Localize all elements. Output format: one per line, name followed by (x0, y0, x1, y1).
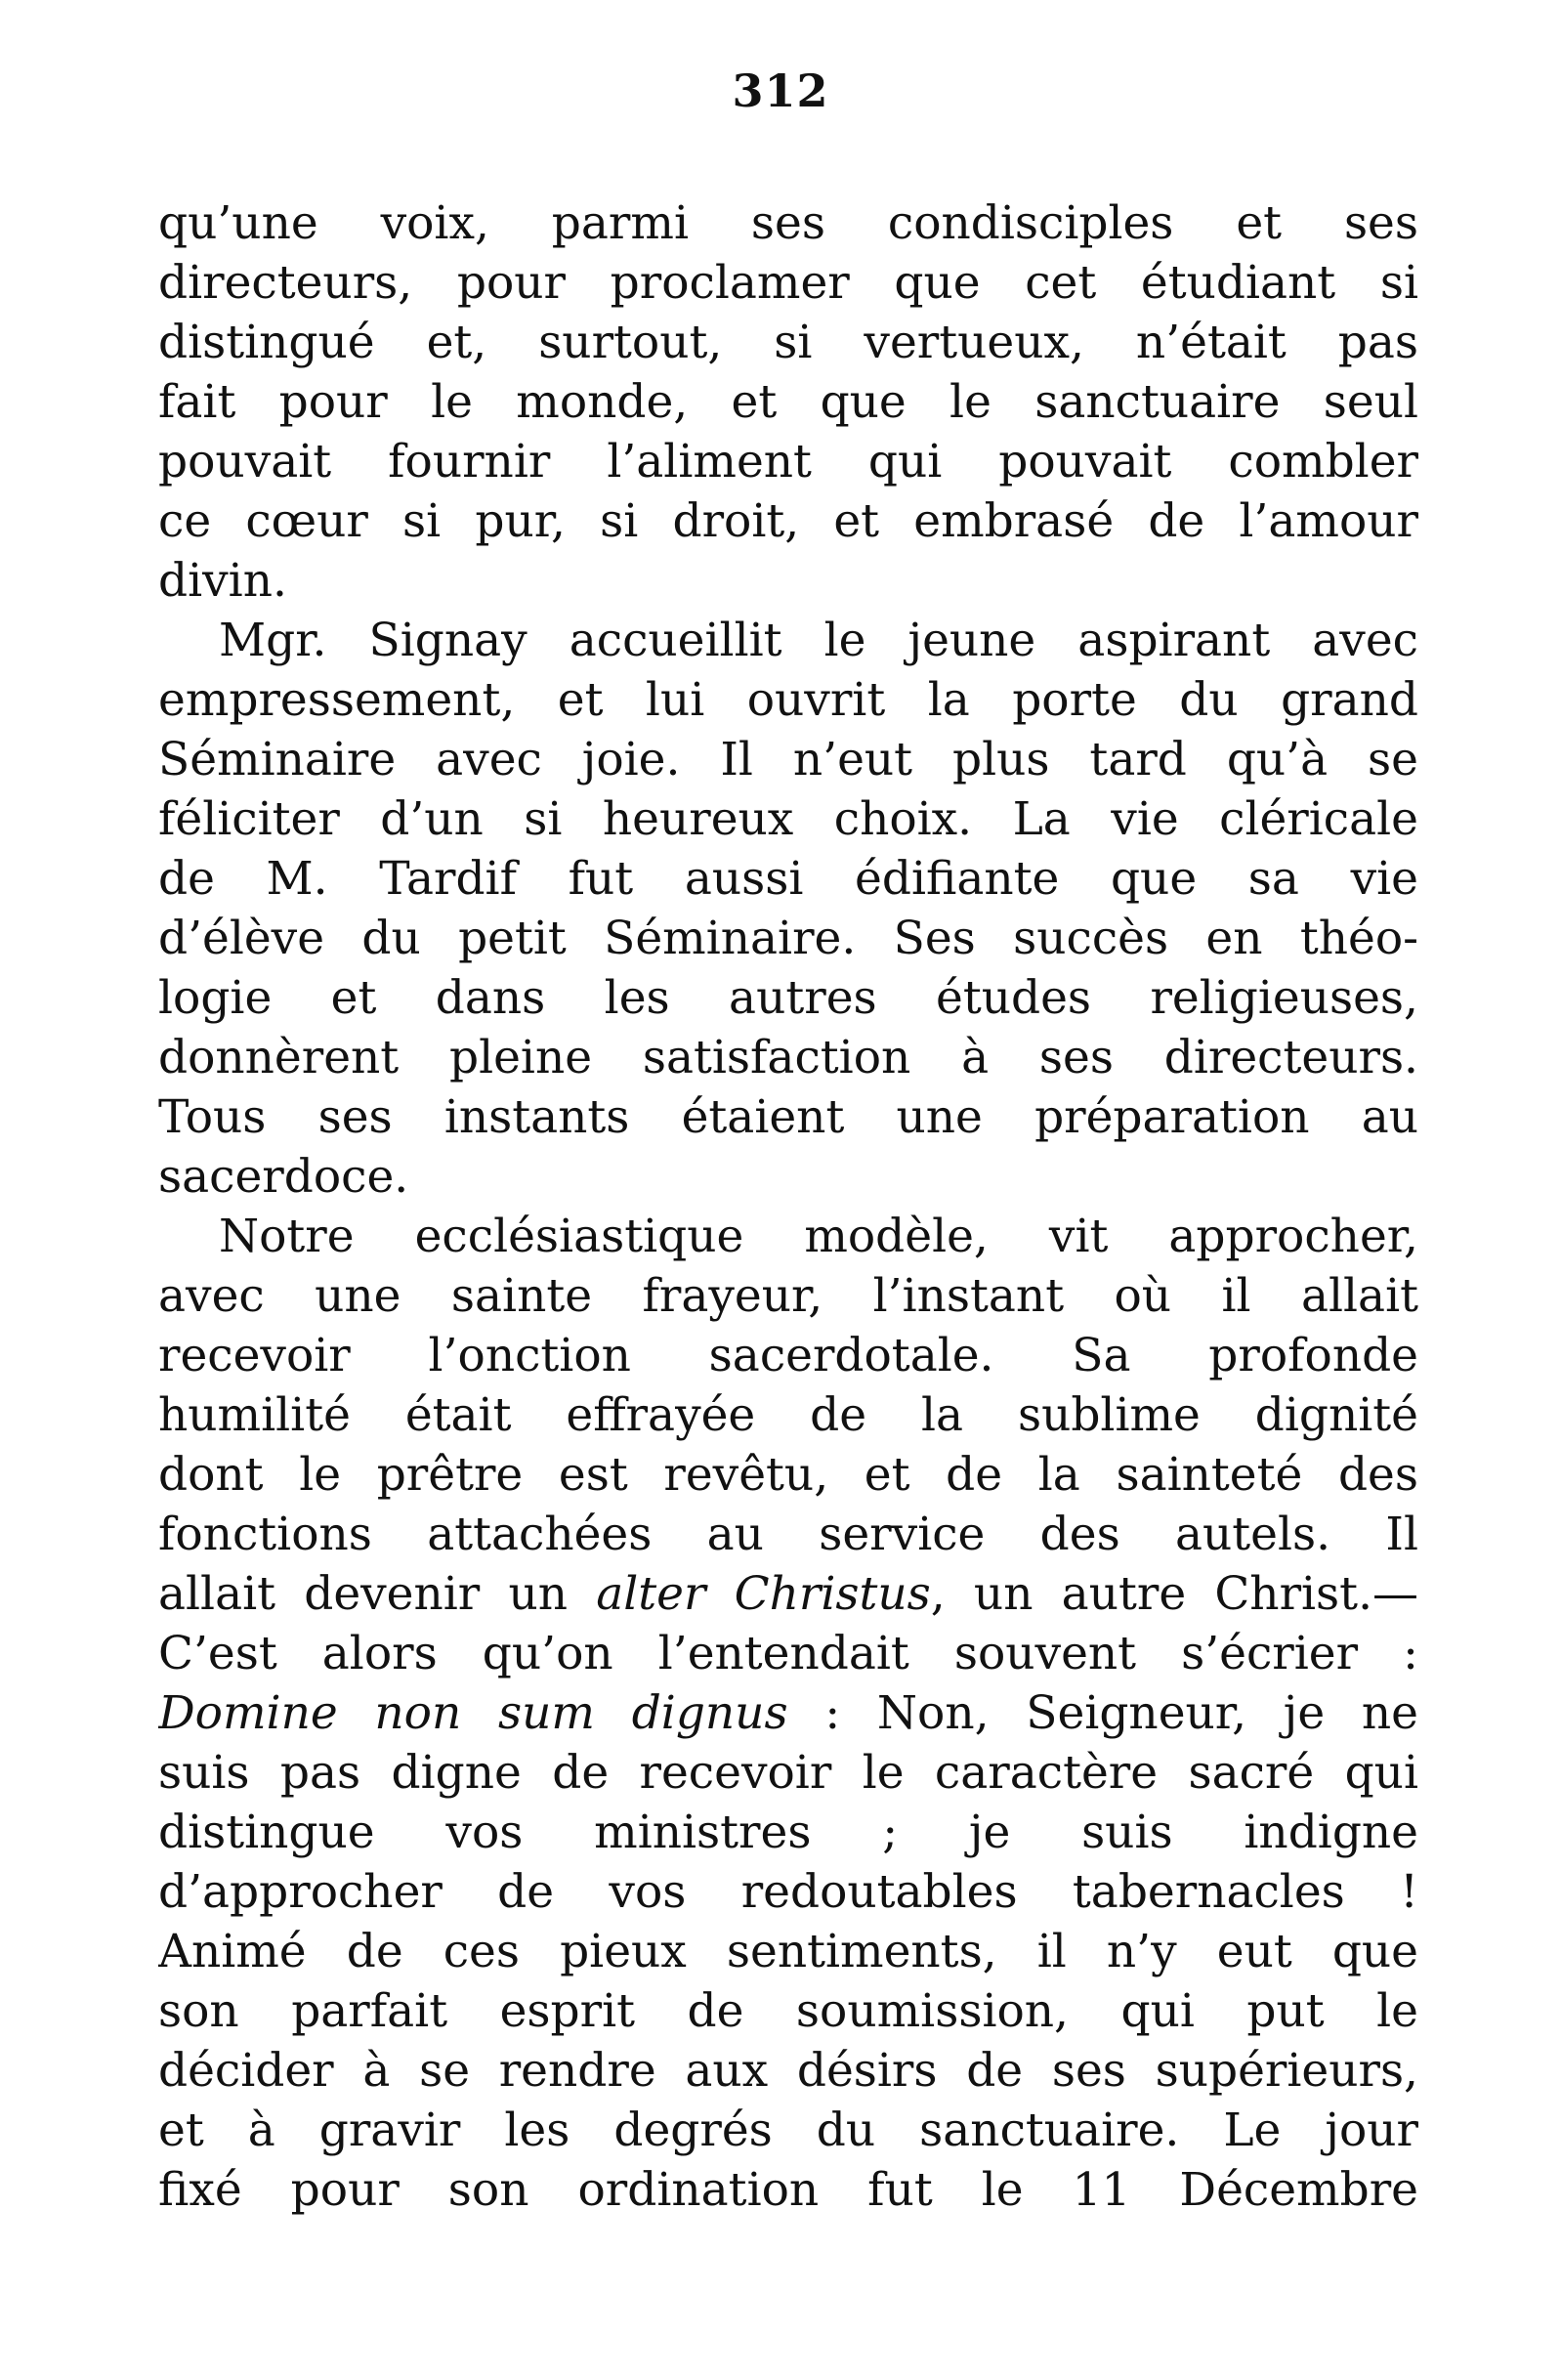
text-line-with-italic (158, 1564, 1418, 1624)
text-line: suis pas digne de recevoir le caractère sacré qui (158, 1746, 1418, 1800)
text-line: directeurs, pour proclamer que cet étudiant si (158, 256, 1418, 310)
text-line: fonctions attachées au service des autels. Il (158, 1508, 1418, 1561)
paragraph-start-line: Mgr. Signay accueillit le jeune aspirant avec (219, 614, 1418, 667)
text-line: distingué et, surtout, si vertueux, n’était pas (158, 316, 1418, 369)
text-line: C’est alors qu’on l’entendait souvent s’écrier : (158, 1627, 1418, 1680)
paragraph-start-line: Notre ecclésiastique modèle, vit approcher, (219, 1210, 1418, 1263)
text-line: d’élève du petit Séminaire. Ses succès en théo- (158, 912, 1418, 965)
italic-latin-phrase: Domine non sum dignus (158, 1686, 788, 1740)
text-line: ce cœur si pur, si droit, et embrasé de l’amour (158, 494, 1418, 548)
text-line: féliciter d’un si heureux choix. La vie cléricale (158, 792, 1418, 846)
text-line: sacerdoce. (158, 1150, 409, 1204)
text-line: avec une sainte frayeur, l’instant où il allait (158, 1269, 1418, 1323)
text-line: Tous ses instants étaient une préparation au (158, 1090, 1418, 1144)
text-line: recevoir l’onction sacerdotale. Sa profonde (158, 1329, 1418, 1382)
text-line: distingue vos ministres ; je suis indigne (158, 1806, 1418, 1859)
text-line: humilité était effrayée de la sublime dignité (158, 1388, 1418, 1442)
text-line: divin. (158, 554, 287, 608)
page-number: 312 (732, 64, 829, 117)
text-line: donnèrent pleine satisfaction à ses directeurs. (158, 1031, 1418, 1084)
text-line: Animé de ces pieux sentiments, il n’y eut que (158, 1925, 1418, 1978)
line-text-before-italic: allait devenir un (158, 1567, 597, 1621)
body-text (158, 193, 1418, 2220)
line-text-after-italic: : Non, Seigneur, je ne (787, 1686, 1418, 1740)
text-line: fait pour le monde, et que le sanctuaire seul (158, 375, 1418, 429)
line-text-after-italic: , un autre Christ.— (930, 1567, 1418, 1621)
text-line: pouvait fournir l’aliment qui pouvait combler (158, 435, 1418, 489)
text-line: décider à se rendre aux désirs de ses supérieurs, (158, 2044, 1418, 2098)
text-line-with-italic (158, 1683, 1418, 1743)
text-line: logie et dans les autres études religieuses, (158, 971, 1418, 1025)
text-line: fixé pour son ordination fut le 11 Décembre (158, 2163, 1418, 2217)
text-line: dont le prêtre est revêtu, et de la sainteté des (158, 1448, 1418, 1502)
text-line: d’approcher de vos redoutables tabernacles ! (158, 1865, 1418, 1919)
italic-latin-phrase: alter Christus (596, 1567, 931, 1621)
text-line: empressement, et lui ouvrit la porte du grand (158, 673, 1418, 727)
text-line: Séminaire avec joie. Il n’eut plus tard qu’à se (158, 733, 1418, 786)
text-line: qu’une voix, parmi ses condisciples et ses (158, 196, 1418, 250)
text-line: de M. Tardif fut aussi édifiante que sa vie (158, 852, 1418, 906)
text-line: et à gravir les degrés du sanctuaire. Le jour (158, 2104, 1418, 2157)
text-line: son parfait esprit de soumission, qui put le (158, 1984, 1418, 2038)
